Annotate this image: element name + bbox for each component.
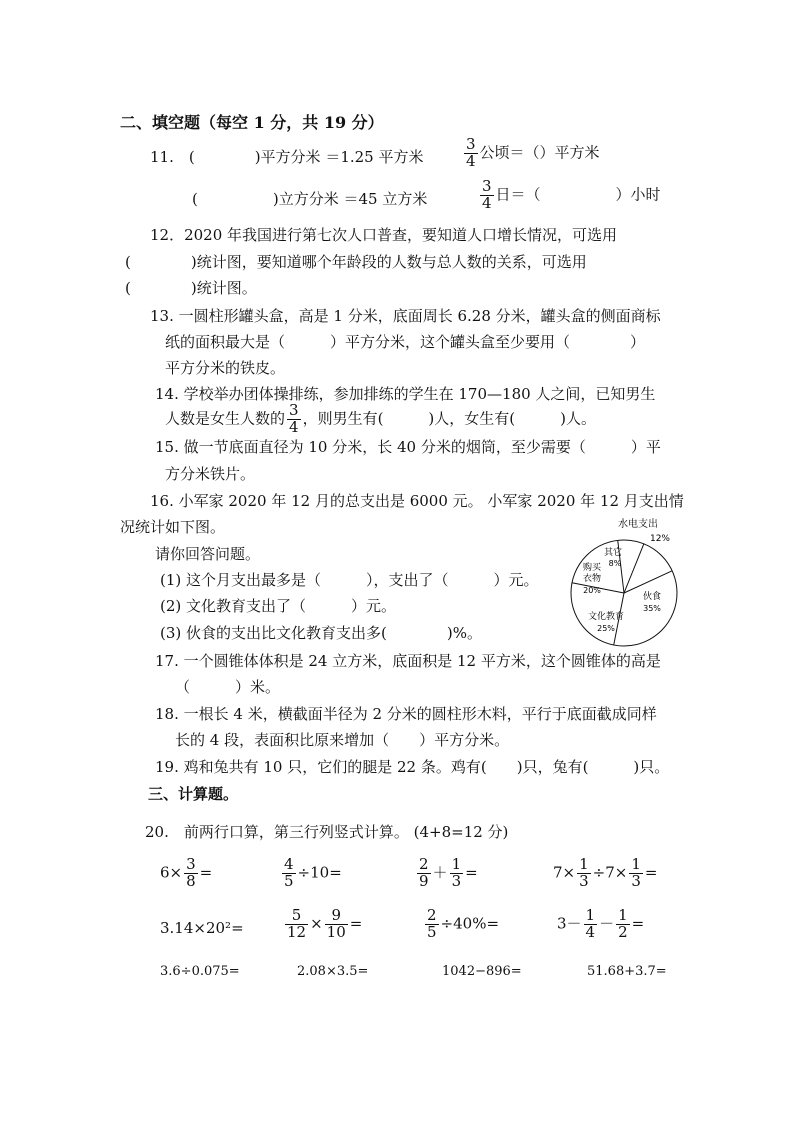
calc-r3c4: 51.68+3.7=	[587, 964, 667, 979]
q14-line2: 人数是女生人数的 $\frac{3}{4}$ ，则男生有( )人，女生有( )人。	[165, 401, 596, 436]
fraction: $\frac{3}{8}$	[186, 855, 196, 890]
q20-title: 20. 前两行口算，第三行列竖式计算。 (4+8=12 分)	[145, 823, 509, 841]
fraction: $\frac{5}{12}$	[287, 906, 307, 941]
q17-line2: （ ）米。	[175, 678, 281, 696]
fraction: $\frac{1}{3}$	[451, 855, 462, 890]
pie-pct-clothing: 20%	[583, 586, 601, 595]
fraction: $\frac{1}{3}$	[631, 855, 641, 890]
fraction: $\frac{1}{3}$	[579, 855, 589, 890]
q19-line1: 19. 鸡和兔共有 10 只，它们的腿是 22 条。鸡有( )只，兔有( )只。	[155, 758, 670, 776]
q12-line3: ( )统计图。	[125, 279, 257, 297]
pie-label-utilities: 水电支出	[618, 519, 658, 530]
pie-pct-utilities: 12%	[649, 534, 671, 544]
q11-line1-left: 11. ( )平方分米 ＝1.25 平方米	[150, 148, 424, 166]
pie-chart	[560, 515, 690, 650]
calc-r3c3: 1042−896=	[442, 964, 522, 979]
fraction: $\frac{3}{4}$	[289, 401, 299, 436]
calc-r2c3: $\frac{2}{5}$ ÷40%=	[427, 906, 500, 941]
pie-pct-education: 25%	[597, 624, 615, 633]
q13-line1: 13. 一圆柱形罐头盒，高是 1 分米，底面周长 6.28 分米，罐头盒的侧面商标	[150, 307, 661, 325]
q13-line2: 纸的面积最大是（ ）平方分米，这个罐头盒至少要用（ ）	[165, 333, 646, 351]
pie-label-clothing-1: 购买	[582, 563, 602, 573]
q17-line1: 17. 一个圆锥体体积是 24 立方米，底面积是 12 平方米，这个圆锥体的高是	[155, 652, 661, 670]
q18-line2: 长的 4 段，表面积比原来增加（ ）平方分米。	[175, 731, 510, 749]
fraction: $\frac{2}{9}$	[419, 855, 429, 890]
q11-line1-right: $\frac{3}{4}$ 公顷＝（）平方米	[466, 135, 600, 170]
fraction: $\frac{1}{4}$	[585, 906, 596, 941]
q14-line1: 14. 学校举办团体操排练，参加排练的学生在 170—180 人之间，已知男生	[155, 385, 656, 403]
q12-line1: 12．2020 年我国进行第七次人口普查，要知道人口增长情况，可选用	[150, 226, 618, 244]
fraction: $\frac{2}{5}$	[427, 906, 437, 941]
fraction: $\frac{4}{5}$	[284, 855, 294, 890]
fraction: $\frac{3}{4}$	[466, 135, 476, 170]
section-title: 二、填空题（每空 1 分，共 19 分）	[120, 113, 384, 132]
section-title: 三、计算题。	[148, 785, 239, 803]
calc-r1c3: $\frac{2}{9}$ ＋ $\frac{1}{3}$ =	[419, 855, 478, 890]
calc-r1c2: $\frac{4}{5}$ ÷10=	[284, 855, 342, 890]
q15-line2: 方分米铁片。	[165, 465, 256, 483]
calc-r3c2: 2.08×3.5=	[297, 964, 369, 979]
calc-r2c4: 3－ $\frac{1}{4}$ － $\frac{1}{2}$ =	[557, 906, 645, 941]
q12-line2: ( )统计图，要知道哪个年龄段的人数与总人数的关系，可选用	[125, 253, 587, 271]
q16-line1: 16. 小军家 2020 年 12 月的总支出是 6000 元。 小军家 2020 年 12 月支出情	[150, 492, 684, 510]
pie-pct-other: 8%	[608, 559, 622, 568]
q11-line2-left: ( )立方分米 ＝45 立方米	[192, 190, 428, 208]
q11-line2-right: $\frac{3}{4}$ 日＝（ ）小时	[482, 177, 661, 212]
calc-r2c2: $\frac{5}{12}$ × $\frac{9}{10}$ =	[287, 906, 363, 941]
fraction: $\frac{3}{4}$	[482, 177, 492, 212]
calc-r1c4: 7× $\frac{1}{3}$ ÷7× $\frac{1}{3}$ =	[553, 855, 658, 890]
q16-sub2: (2) 文化教育支出了（ ）元。	[160, 597, 397, 615]
pie-pct-food: 35%	[643, 604, 661, 613]
fraction: $\frac{1}{2}$	[618, 906, 628, 941]
q13-line3: 平方分米的铁皮。	[165, 359, 286, 377]
q16-sub1: (1) 这个月支出最多是（ ），支出了（ ）元。	[160, 571, 539, 589]
q16-line2: 况统计如下图。	[120, 518, 226, 536]
q16-sub3: (3) 伙食的支出比文化教育支出多( )%。	[160, 624, 482, 642]
pie-label-food: 伙食	[642, 592, 662, 602]
calc-r1c1: 6× $\frac{3}{8}$ =	[160, 855, 213, 890]
pie-label-clothing-2: 衣物	[582, 574, 602, 584]
pie-label-other: 其它	[603, 548, 623, 558]
pie-label-education: 文化教育	[587, 612, 625, 622]
q18-line1: 18. 一根长 4 米，横截面半径为 2 分米的圆柱形木料，平行于底面截成同样	[155, 705, 657, 723]
q15-line1: 15. 做一节底面直径为 10 分米，长 40 分米的烟筒，至少需要（ ）平	[155, 438, 661, 456]
q16-line3: 请你回答问题。	[155, 545, 261, 563]
fraction: $\frac{9}{10}$	[326, 906, 346, 941]
calc-r2c1: 3.14×20²=	[160, 919, 244, 937]
calc-r3c1: 3.6÷0.075=	[160, 964, 240, 979]
